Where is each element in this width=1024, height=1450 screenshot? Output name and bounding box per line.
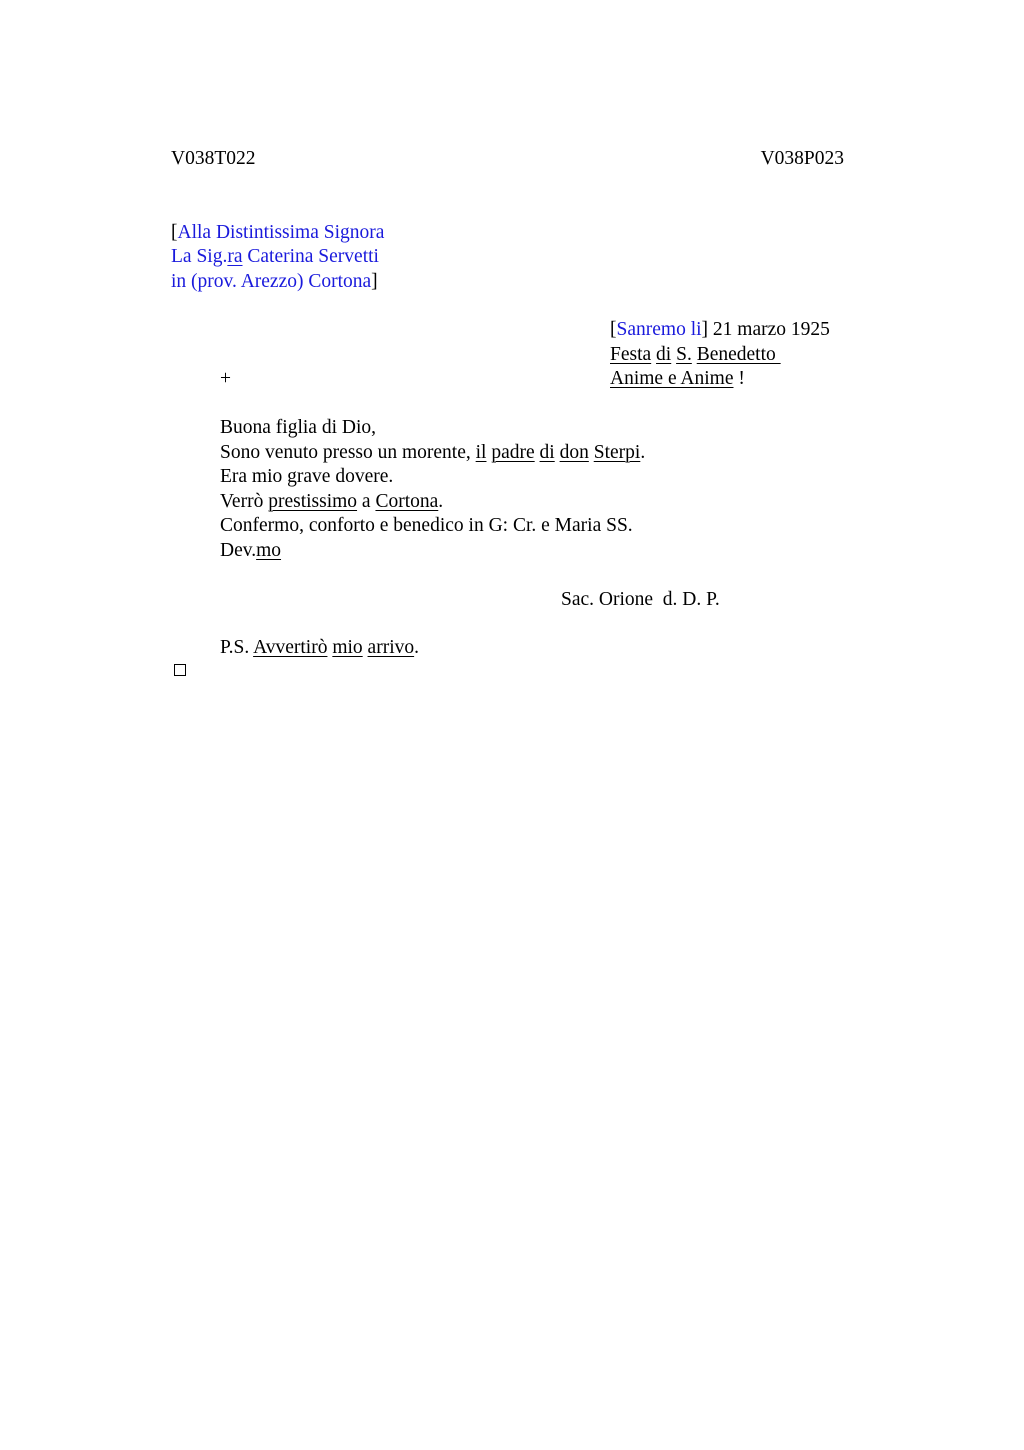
- postscript: [220, 636, 419, 660]
- underlined-word: Avvertirò: [253, 637, 328, 658]
- text: .: [414, 637, 419, 658]
- date: 21 marzo 1925: [708, 319, 830, 340]
- body-line-2: Era mio grave dovere.: [220, 466, 394, 487]
- text: P.S.: [220, 637, 254, 658]
- bracket: [: [171, 222, 178, 243]
- underlined-word: arrivo: [367, 637, 415, 658]
- underlined-word: padre: [491, 442, 535, 463]
- bracket: ]: [371, 271, 378, 292]
- feast-word: Benedetto: [696, 344, 781, 365]
- address-text: Alla Distintissima Signora: [177, 222, 385, 243]
- text: Sono venuto presso un morente,: [220, 442, 476, 463]
- signature: Sac. Orione d. D. P.: [561, 589, 720, 610]
- body-line-3: [220, 490, 443, 514]
- address-line-2: [171, 245, 379, 269]
- underlined-word: don: [559, 442, 589, 463]
- feast-word: di: [656, 344, 672, 365]
- body-line-1: [220, 441, 645, 465]
- text: a: [357, 491, 376, 512]
- underlined-word: mio: [332, 637, 363, 658]
- address-abbrev: ra: [227, 246, 243, 267]
- underlined-word: di: [539, 442, 555, 463]
- closing: [220, 539, 281, 563]
- feast-word: Festa: [610, 344, 652, 365]
- salutation: Buona figlia di Dio,: [220, 417, 376, 438]
- body-line-4: Confermo, conforto e benedico in G: Cr. e Maria SS.: [220, 515, 633, 536]
- cross-symbol: +: [220, 368, 231, 389]
- text: .: [438, 491, 444, 512]
- exclamation: !: [733, 368, 745, 389]
- underlined-word: Sterpi: [593, 442, 641, 463]
- text: .: [640, 442, 646, 463]
- text: Dev.: [220, 540, 257, 561]
- underlined-word: il: [475, 442, 487, 463]
- right-code: V038P023: [760, 148, 844, 169]
- motto: Anime e Anime: [610, 368, 734, 389]
- abbrev: mo: [256, 540, 282, 561]
- address-text: in (prov. Arezzo) Cortona: [171, 271, 372, 292]
- address-text: La Sig.: [171, 246, 228, 267]
- feast-word: S.: [676, 344, 692, 365]
- address-text: Caterina Servetti: [242, 246, 379, 267]
- left-code: V038T022: [171, 148, 256, 169]
- address-line-1: [171, 221, 384, 245]
- address-line-3: [171, 270, 378, 294]
- place: Sanremo li: [616, 319, 702, 340]
- feast-line: [610, 343, 781, 367]
- dateline: [610, 318, 830, 342]
- bracket: ]: [701, 319, 709, 340]
- motto-line: [610, 367, 745, 391]
- underlined-word: prestissimo: [268, 491, 358, 512]
- underlined-word: Cortona: [375, 491, 439, 512]
- bracket: [: [610, 319, 617, 340]
- end-box-icon: [174, 664, 186, 676]
- text: Verrò: [220, 491, 269, 512]
